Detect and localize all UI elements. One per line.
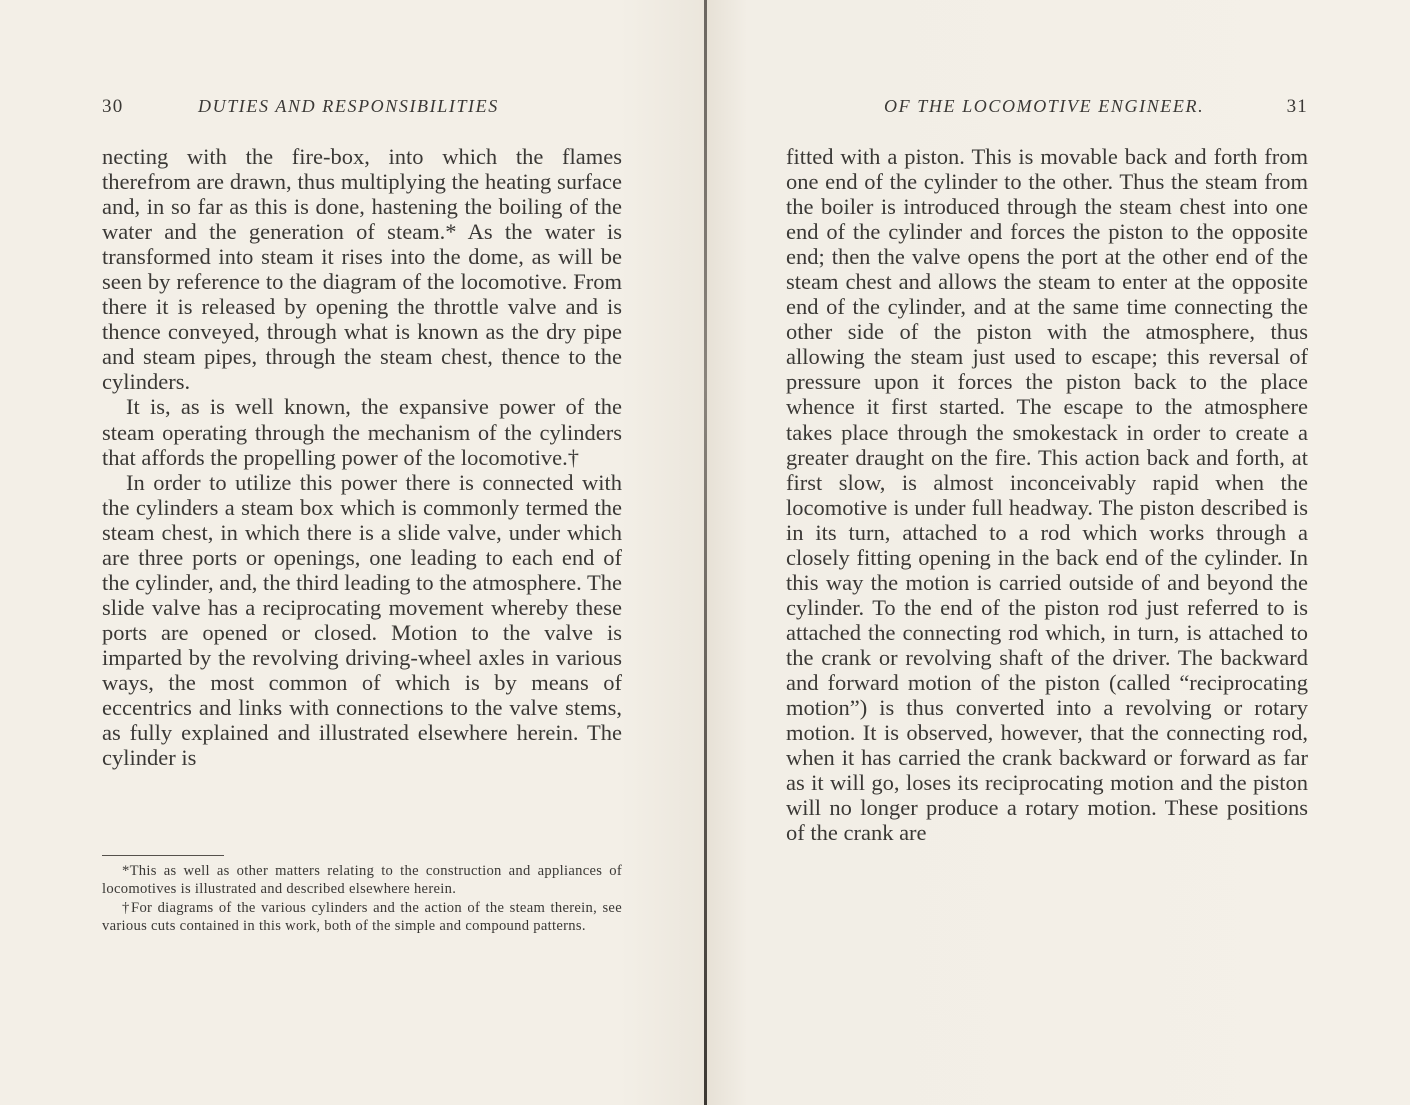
left-running-title: DUTIES AND RESPONSIBILITIES (198, 96, 499, 116)
footnote-2: †For diagrams of the various cylinders and the action of the steam therein, see various cuts contained in this work, both of the simple and compound patterns. (102, 899, 622, 934)
left-page-number: 30 (102, 96, 124, 117)
book-gutter (704, 0, 707, 1105)
right-page-header (786, 96, 1308, 122)
left-paragraph-1: necting with the fire-box, into which the flames therefrom are drawn, thus multiplying the heating surface and, in so far as this is done, hastening the boiling of the water and the generation of steam.* As the water is transformed into steam it rises into the dome, as will be seen by reference to the diagram of the locomotive. From there it is released by opening the throttle valve and is thence conveyed, through what is known as the dry pipe and steam pipes, through the steam chest, thence to the cylinders. (102, 144, 622, 395)
footnotes (102, 862, 622, 935)
left-body-text (102, 144, 622, 770)
left-paragraph-3: In order to utilize this power there is connected with the cylinders a steam box which is commonly termed the steam chest, in which there is a slide valve, under which are three ports or openings, one leading to each end of the cylinder, and, the third leading to the atmosphere. The slide valve has a reciprocating movement whereby these ports are opened or closed. Motion to the valve is imparted by the revolving driving-wheel axles in various ways, the most common of which is by means of eccentrics and links with connections to the valve stems, as fully explained and illustrated elsewhere herein. The cylinder is (102, 469, 622, 771)
footnote-divider (102, 855, 224, 856)
right-running-title: OF THE LOCOMOTIVE ENGINEER. (884, 96, 1205, 116)
footnote-1: *This as well as other matters relating to the construction and appliances of locomotives is illustrated and described elsewhere herein. (102, 863, 622, 898)
left-page-header (102, 96, 622, 122)
left-paragraph-2: It is, as is well known, the expansive power of the steam operating through the mechanism of the cylinders that affords the propelling power of the locomotive.† (102, 394, 622, 470)
right-body-text (786, 144, 1308, 845)
right-page-number: 31 (1286, 96, 1308, 117)
right-paragraph-1: fitted with a piston. This is movable back and forth from one end of the cylinder to the other. Thus the steam from the boiler is introduced through the steam chest into one end of the cylinder and forces the piston to the opposite end; then the valve opens the port at the other end of the steam chest and allows the steam to enter at the opposite end of the cylinder, and at the same time connecting the other side of the piston with the atmosphere, thus allowing the steam just used to escape; this reversal of pressure upon it forces the piston back to the place whence it first started. The escape to the atmosphere takes place through the smokestack in order to create a greater draught on the fire. This action back and forth, at first slow, is almost inconceivably rapid when the locomotive is under full headway. The piston described is in its turn, attached to a rod which works through a closely fitting opening in the back end of the cylinder. In this way the motion is carried outside of and beyond the cylinder. To the end of the piston rod just referred to is attached the connecting rod which, in turn, is attached to the crank or revolving shaft of the driver. The backward and forward motion of the piston (called “reciprocating motion”) is thus converted into a revolving or rotary motion. It is observed, however, that the connecting rod, when it has carried the crank backward or forward as far as it will go, loses its reciprocating motion and the piston will no longer produce a rotary motion. These positions of the crank are (786, 144, 1308, 846)
